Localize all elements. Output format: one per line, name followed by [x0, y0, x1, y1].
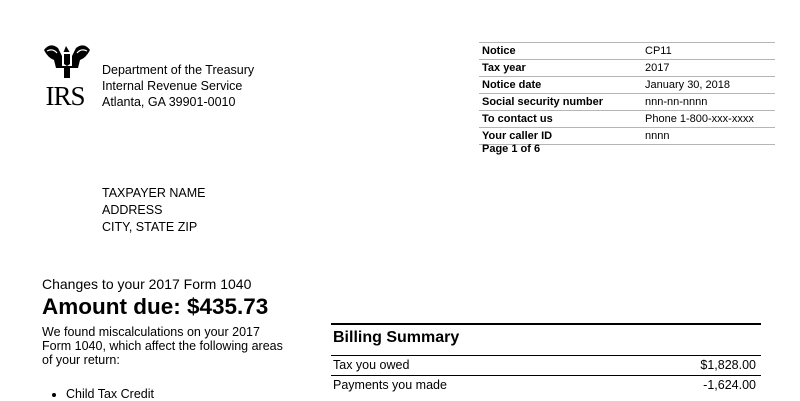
notice-info-row	[479, 60, 775, 77]
billing-summary-title: Billing Summary	[333, 329, 460, 346]
notice-info-row	[479, 94, 775, 111]
notice-info-label: Notice	[479, 43, 642, 60]
notice-info-value: nnn-nn-nnnn	[642, 94, 775, 111]
notice-info-row	[479, 43, 775, 60]
notice-info-value: Phone 1-800-xxx-xxxx	[642, 111, 775, 128]
notice-info-label: Tax year	[479, 60, 642, 77]
agency-line: Internal Revenue Service	[102, 79, 243, 93]
billing-row	[331, 355, 761, 375]
list-item: • Child Tax Credit	[66, 387, 154, 401]
agency-line: Department of the Treasury	[102, 63, 255, 77]
amount-due: Amount due: $435.73	[42, 294, 269, 319]
billing-row-amount: $1,828.00	[700, 358, 756, 372]
notice-info-row	[479, 111, 775, 128]
agency-address	[102, 62, 254, 110]
page-number: Page 1 of 6	[482, 143, 541, 155]
taxpayer-name: TAXPAYER NAME	[102, 186, 206, 200]
taxpayer-city: CITY, STATE ZIP	[102, 220, 198, 234]
notice-info-label: To contact us	[479, 111, 642, 128]
taxpayer-street: ADDRESS	[102, 203, 163, 217]
intro-text: We found miscalculations on your 2017 Form 1040, which affect the following areas of your return:	[42, 325, 283, 367]
billing-summary	[331, 323, 761, 395]
notice-info-row	[479, 77, 775, 94]
taxpayer-address	[102, 185, 206, 236]
billing-row-amount: -1,624.00	[703, 378, 756, 392]
notice-info-label: Notice date	[479, 77, 642, 94]
billing-row	[331, 375, 761, 395]
changes-heading: Changes to your 2017 Form 1040	[42, 276, 252, 292]
notice-info-row	[479, 128, 775, 145]
notice-info-table	[479, 42, 775, 145]
agency-line: Atlanta, GA 39901-0010	[102, 95, 236, 109]
billing-row-label: Payments you made	[333, 378, 447, 392]
notice-info-value: nnnn	[642, 128, 775, 145]
notice-info-value: 2017	[642, 60, 775, 77]
billing-row-label: Tax you owed	[333, 358, 410, 372]
affected-areas-list	[42, 387, 154, 401]
eagle-icon	[40, 42, 94, 82]
notice-info-label: Social security number	[479, 94, 642, 111]
notice-info-value: CP11	[642, 43, 775, 60]
notice-info-label: Your caller ID	[479, 128, 642, 145]
irs-logo-text: IRS	[45, 81, 85, 111]
notice-info-value: January 30, 2018	[642, 77, 775, 94]
